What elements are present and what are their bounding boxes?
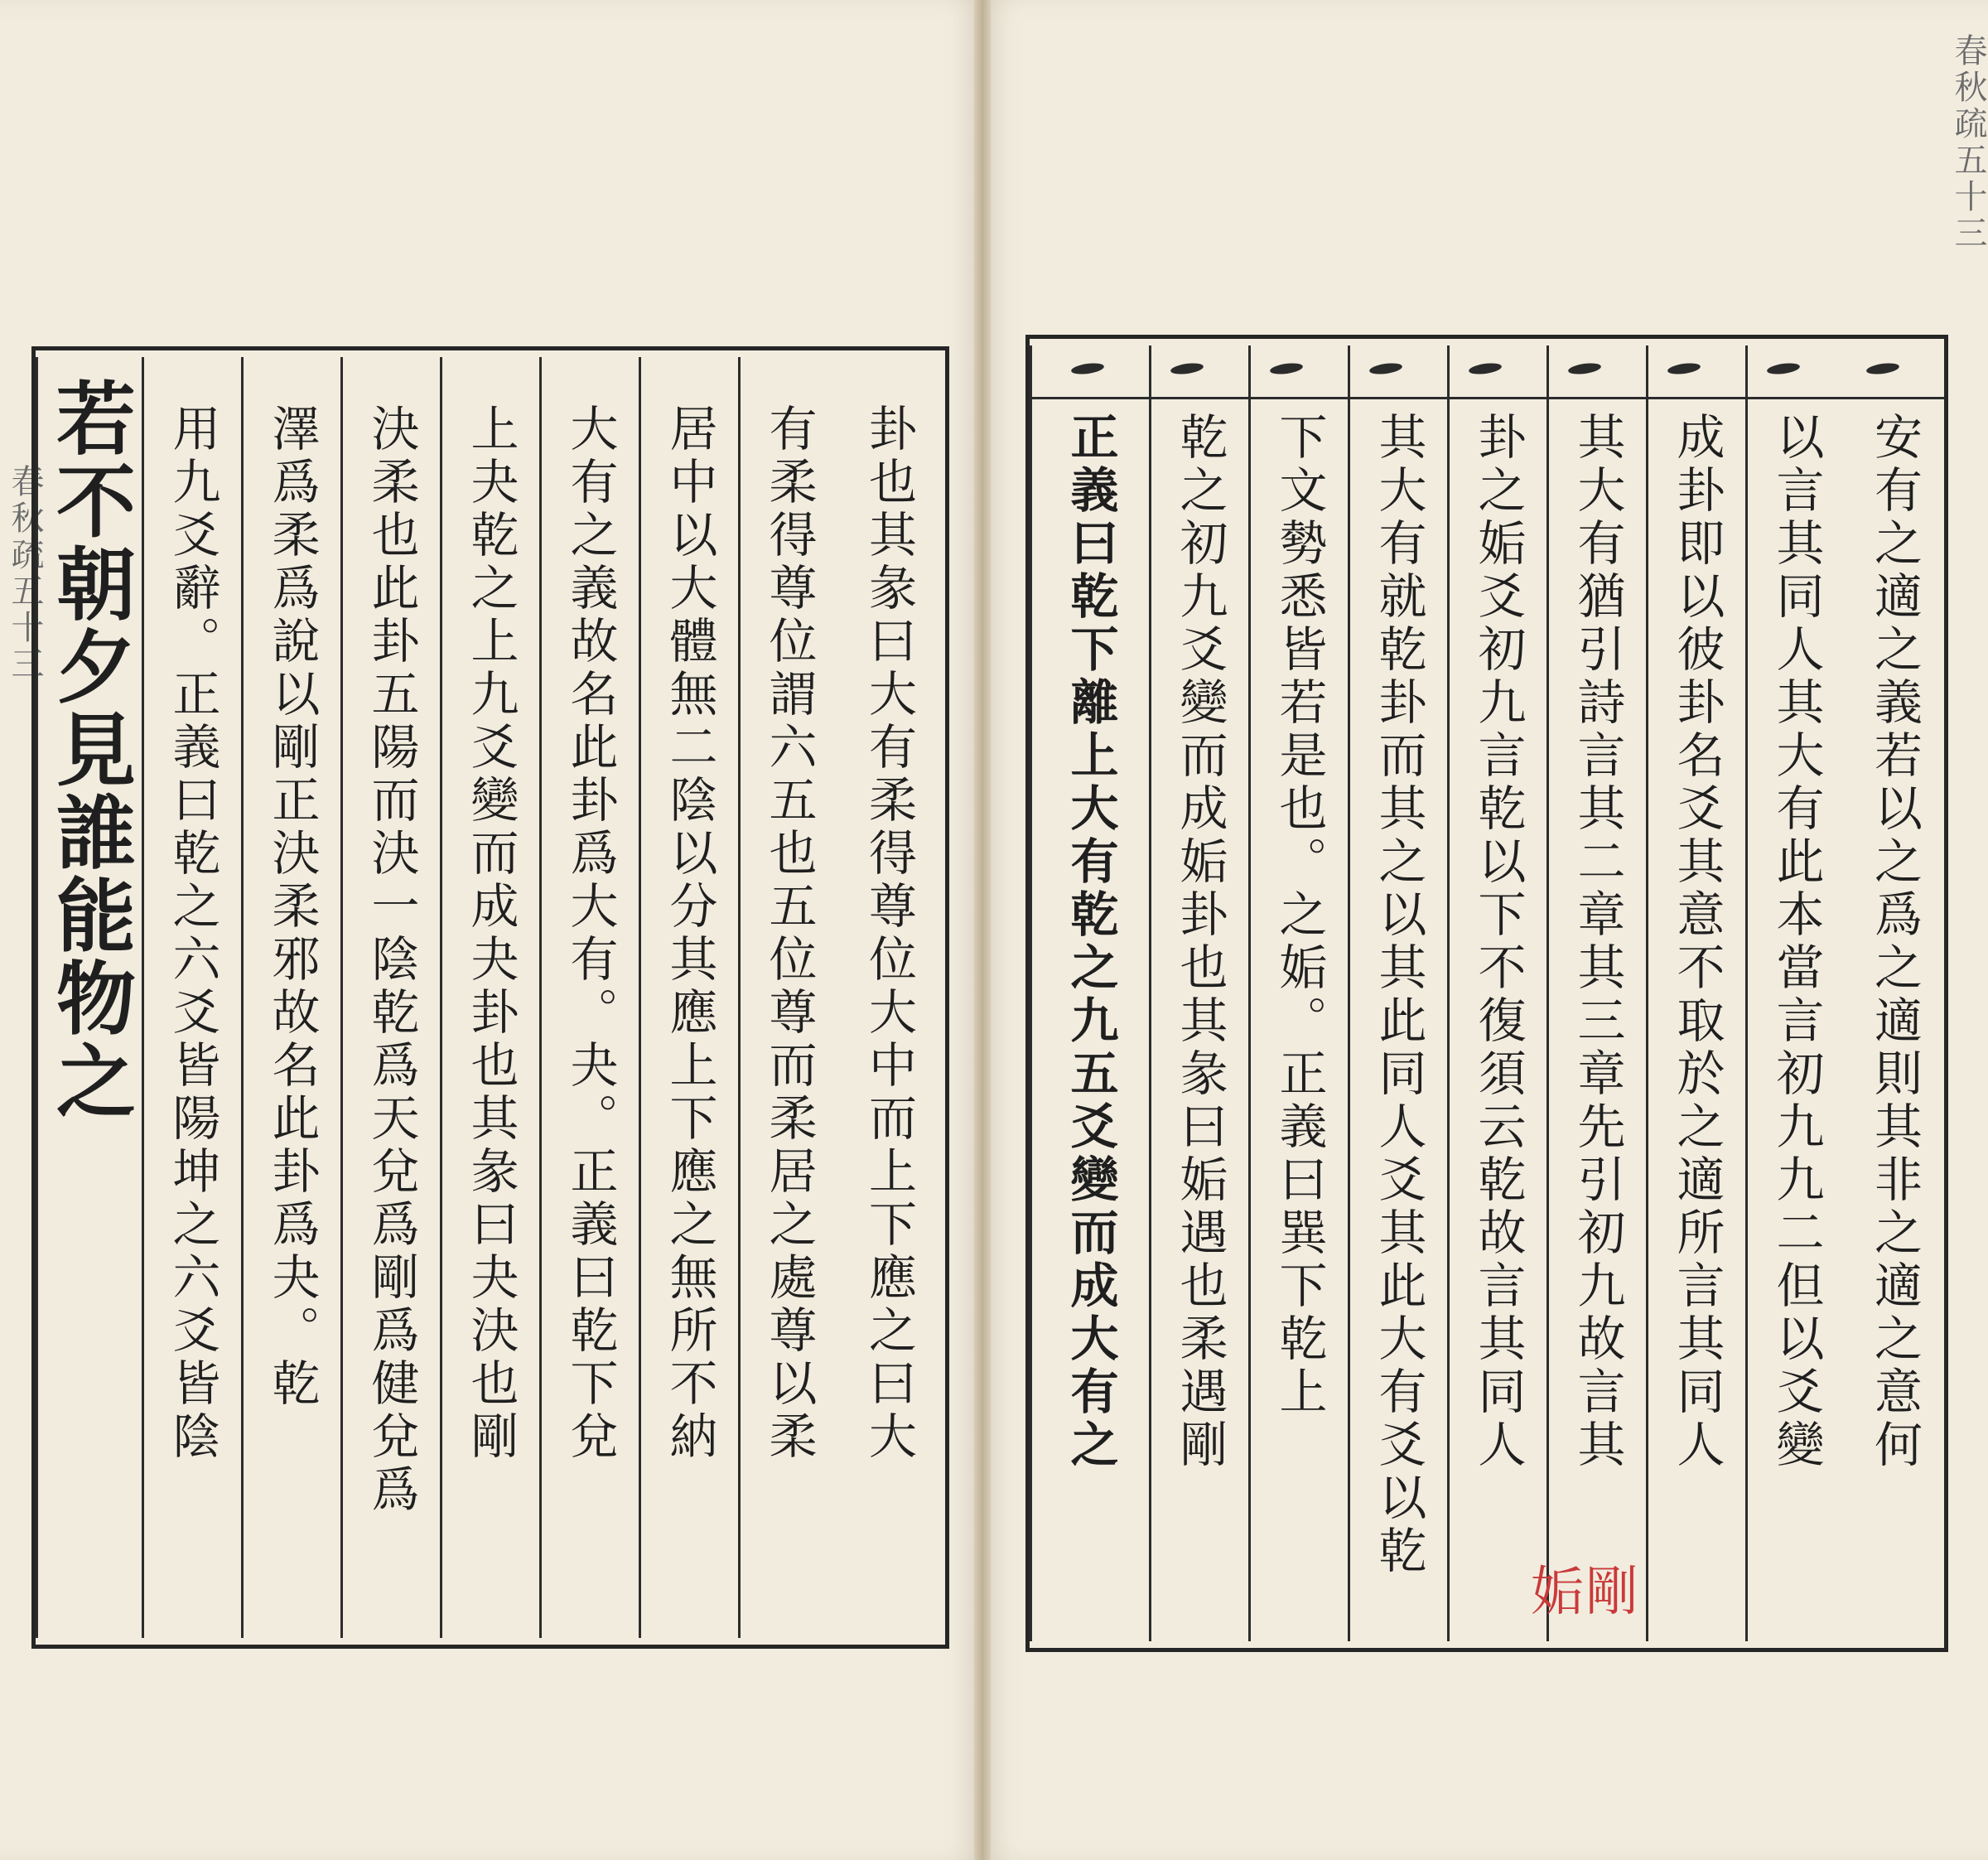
red-seal-text: 姤剛 xyxy=(1531,1562,1640,1623)
text-column: 安有之適之義若以之爲之適則其非之適之意何 xyxy=(1866,412,1923,1472)
text-column: 其大有猶引詩言其二章其三章先引初九故言其 xyxy=(1546,345,1646,1641)
text-column: 成卦即以彼卦名爻其意不取於之適所言其同人 xyxy=(1646,345,1745,1641)
text-column: 正義曰乾下離上大有乾之九五爻變而成大有之 xyxy=(1030,345,1149,1641)
right-edge-note: 春秋疏五十三 xyxy=(1949,33,1987,252)
text-column: 下文勢悉皆若是也。之姤。正義曰巽下乾上 xyxy=(1248,345,1348,1641)
right-text-frame xyxy=(1025,335,1948,1652)
text-column: 決柔也此卦五陽而決一陰乾爲天兌爲剛爲健兌爲 xyxy=(340,357,440,1638)
text-column: 用九爻辭。正義曰乾之六爻皆陽坤之六爻皆陰 xyxy=(142,357,241,1638)
text-column: 澤爲柔爲說以剛正決柔邪故名此卦爲夬。乾 xyxy=(241,357,340,1638)
left-edge-note: 春秋疏五十三 xyxy=(6,464,44,683)
text-column: 乾之初九爻變而成姤卦也其彖曰姤遇也柔遇剛 xyxy=(1149,345,1248,1641)
text-column: 以言其同人其大有此本當言初九九二但以爻變 xyxy=(1745,345,1845,1641)
text-column: 卦之姤爻初九言乾以下不復須云乾故言其同人 xyxy=(1447,345,1546,1641)
book-gutter xyxy=(974,0,991,1860)
text-column: 卦也其彖曰大有柔得尊位大中而上下應之曰大 xyxy=(861,403,917,1464)
text-column: 大有之義故名此卦爲大有。夬。正義曰乾下兌 xyxy=(539,357,639,1638)
text-column: 其大有就乾卦而其之以其此同人爻其此大有爻以乾 xyxy=(1348,345,1447,1641)
large-text-column: 若不朝夕見誰能物之 xyxy=(36,357,142,1638)
text-column: 上夬乾之上九爻變而成夬卦也其彖曰夬決也剛 xyxy=(440,357,539,1638)
text-column: 居中以大體無二陰以分其應上下應之無所不納 xyxy=(639,357,738,1638)
text-column: 有柔得尊位謂六五也五位尊而柔居之處尊以柔 xyxy=(738,357,837,1638)
left-text-frame xyxy=(31,346,949,1649)
